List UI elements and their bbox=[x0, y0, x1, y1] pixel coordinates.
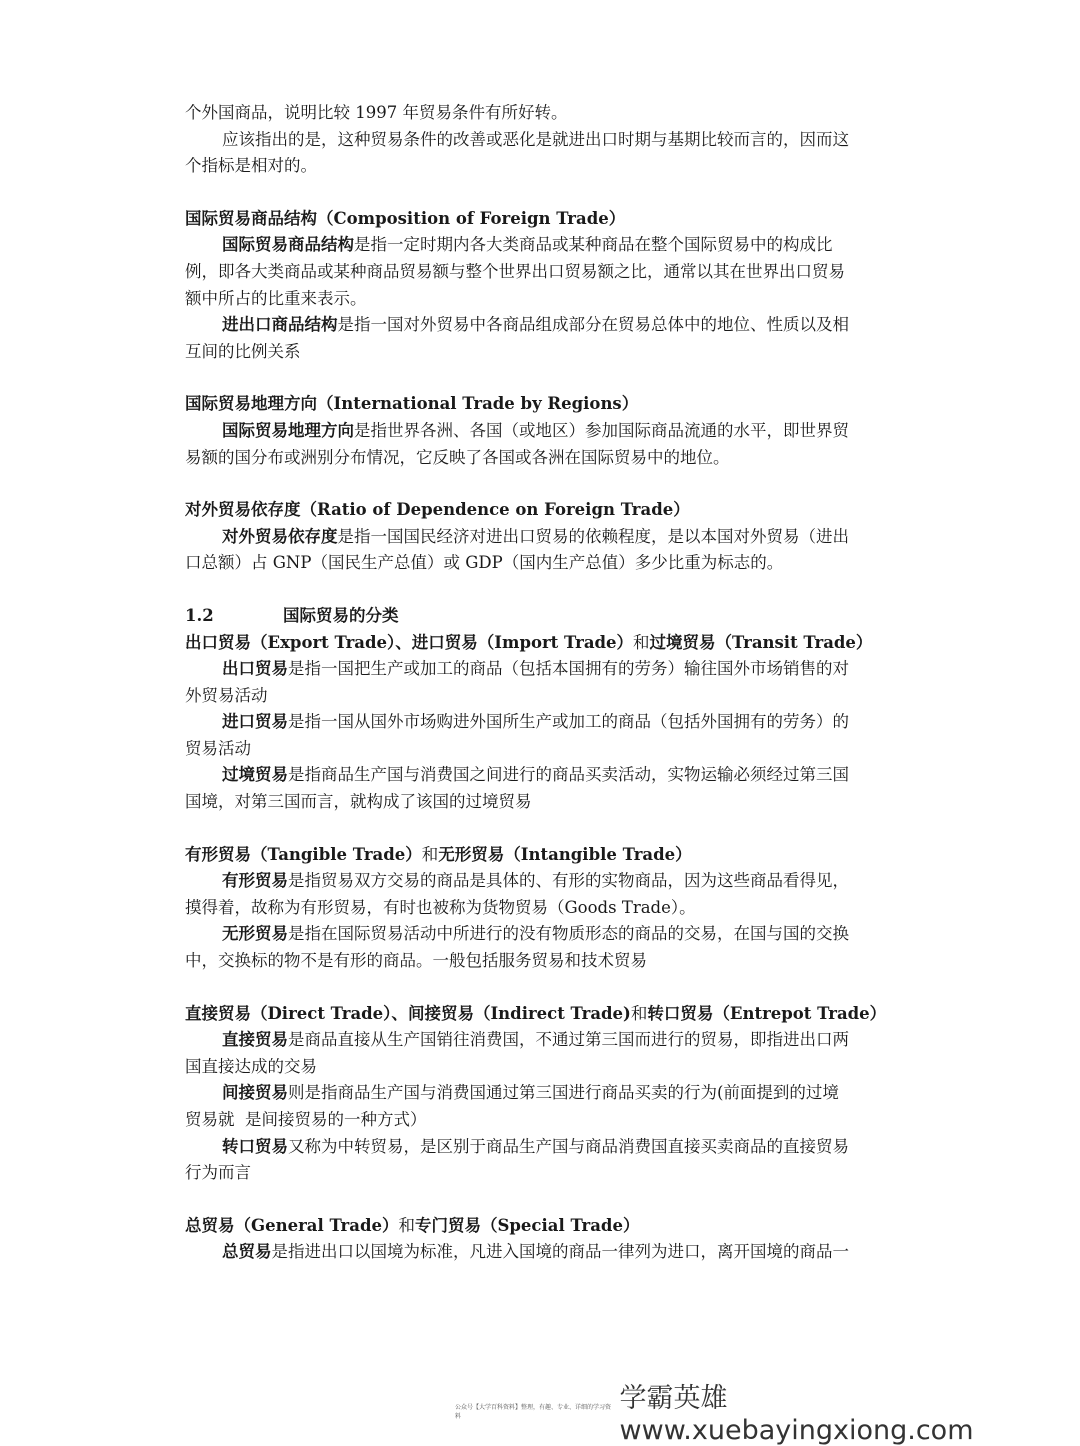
export-paragraph: 出口贸易是指一国把生产或加工的商品（包括本国拥有的劳务）输往国外市场销售的对 bbox=[222, 659, 849, 679]
footer-watermark bbox=[455, 1383, 1080, 1446]
footer-brand[interactable]: 学霸英雄 www.xuebayingxiong.com bbox=[619, 1383, 974, 1446]
tangible-paragraph-line: 摸得着，故称为有形贸易，有时也被称为货物贸易（Goods Trade）。 bbox=[185, 897, 696, 917]
intro-paragraph: 应该指出的是，这种贸易条件的改善或恶化是就进出口时期与基期比较而言的，因而这 bbox=[222, 129, 849, 149]
indirect-paragraph: 间接贸易则是指商品生产国与消费国通过第三国进行商品买卖的行为(前面提到的过境 bbox=[222, 1083, 839, 1103]
regions-heading: 国际贸易地理方向（International Trade by Regions） bbox=[185, 394, 639, 414]
footer-note: 公众号【大学百科资料】整理，有趣、专业、详细的学习资料 bbox=[455, 1404, 612, 1420]
intro-line: 个指标是相对的。 bbox=[185, 156, 317, 176]
import-paragraph: 进口贸易是指一国从国外市场购进外国所生产或加工的商品（包括外国拥有的劳务）的 bbox=[222, 712, 849, 732]
regions-paragraph-line: 易额的国分布或洲别分布情况，它反映了各国或各洲在国际贸易中的地位。 bbox=[185, 447, 730, 467]
transit-paragraph-line: 国境，对第三国而言，就构成了该国的过境贸易 bbox=[185, 792, 532, 812]
composition-paragraph-line: 额中所占的比重来表示。 bbox=[185, 288, 367, 308]
export-paragraph-line: 外贸易活动 bbox=[185, 685, 268, 705]
intangible-paragraph: 无形贸易是指在国际贸易活动中所进行的没有物质形态的商品的交易，在国与国的交换 bbox=[222, 924, 849, 944]
section-title: 国际贸易的分类 bbox=[283, 605, 399, 625]
composition-paragraph-line: 例，即各大类商品或某种商品贸易额与整个世界出口贸易额之比，通常以其在世界出口贸易 bbox=[185, 261, 845, 281]
direct-paragraph-line: 国直接达成的交易 bbox=[185, 1056, 317, 1076]
composition-heading: 国际贸易商品结构（Composition of Foreign Trade） bbox=[185, 208, 626, 228]
direct-heading: 直接贸易（Direct Trade）、间接贸易（Indirect Trade)和转口贸易（Entrepot Trade） bbox=[185, 1003, 887, 1023]
transit-paragraph: 过境贸易是指商品生产国与消费国之间进行的商品买卖活动，实物运输必须经过第三国 bbox=[222, 765, 849, 785]
regions-paragraph: 国际贸易地理方向是指世界各洲、各国（或地区）参加国际商品流通的水平，即世界贸 bbox=[222, 420, 849, 440]
dependence-paragraph-line: 口总额）占 GNP（国民生产总值）或 GDP（国内生产总值）多少比重为标志的。 bbox=[185, 553, 784, 573]
composition-paragraph: 国际贸易商品结构是指一定时期内各大类商品或某种商品在整个国际贸易中的构成比 bbox=[222, 235, 833, 255]
document-page bbox=[185, 100, 895, 1266]
section-heading bbox=[185, 603, 895, 630]
composition-paragraph: 进出口商品结构是指一国对外贸易中各商品组成部分在贸易总体中的地位、性质以及相 bbox=[222, 315, 849, 335]
tangible-heading: 有形贸易（Tangible Trade）和无形贸易（Intangible Trade） bbox=[185, 844, 692, 864]
composition-paragraph-line: 互间的比例关系 bbox=[185, 341, 301, 361]
entrepot-paragraph-line: 行为而言 bbox=[185, 1163, 251, 1183]
general-paragraph: 总贸易是指进出口以国境为标准，凡进入国境的商品一律列为进口，离开国境的商品一 bbox=[222, 1242, 849, 1262]
export-import-heading: 出口贸易（Export Trade）、进口贸易（Import Trade）和过境贸易（Transit Trade） bbox=[185, 632, 873, 652]
general-heading: 总贸易（General Trade）和专门贸易（Special Trade） bbox=[185, 1215, 640, 1235]
dependence-heading: 对外贸易依存度（Ratio of Dependence on Foreign Trade） bbox=[185, 500, 690, 520]
dependence-paragraph: 对外贸易依存度是指一国国民经济对进出口贸易的依赖程度，是以本国对外贸易（进出 bbox=[222, 526, 849, 546]
intro-line: 个外国商品，说明比较 1997 年贸易条件有所好转。 bbox=[185, 103, 568, 122]
section-number: 1.2 bbox=[185, 605, 214, 625]
direct-paragraph: 直接贸易是商品直接从生产国销往消费国，不通过第三国而进行的贸易，即指进出口两 bbox=[222, 1030, 849, 1050]
indirect-paragraph-line: 贸易就 是间接贸易的一种方式） bbox=[185, 1110, 427, 1129]
entrepot-paragraph: 转口贸易又称为中转贸易，是区别于商品生产国与商品消费国直接买卖商品的直接贸易 bbox=[222, 1136, 849, 1156]
intangible-paragraph-line: 中，交换标的物不是有形的商品。一般包括服务贸易和技术贸易 bbox=[185, 951, 647, 971]
tangible-paragraph: 有形贸易是指贸易双方交易的商品是具体的、有形的实物商品，因为这些商品看得见， bbox=[222, 871, 849, 891]
import-paragraph-line: 贸易活动 bbox=[185, 738, 251, 758]
